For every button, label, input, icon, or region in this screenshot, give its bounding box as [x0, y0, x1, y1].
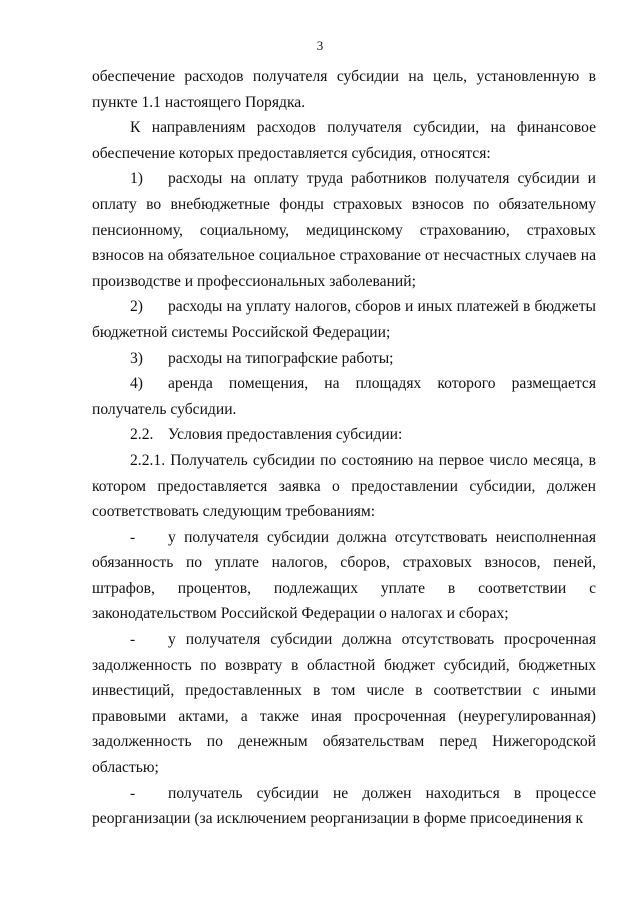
page-number: 3: [316, 38, 324, 53]
dash-marker: -: [130, 631, 136, 649]
list-item-2: [92, 294, 596, 345]
list-marker: 2): [130, 298, 143, 316]
list-marker: 4): [130, 375, 143, 393]
dash-item-text: у получателя субсидии должна отсутствовать просроченная задолженность по возврату в областной бюджет субсидий, бюджетных инвестиций, предоставленных в том числе в соответствии с иными правовыми актами, а также иная просроченная (неурегулированная) задолженность по денежным обязательствам перед Нижегородской областью;: [92, 631, 596, 777]
dash-marker: -: [130, 528, 136, 546]
list-item-text: расходы на уплату налогов, сборов и иных платежей в бюджеты бюджетной системы Российской Федерации;: [92, 298, 596, 341]
section-number: 2.2.: [130, 426, 154, 444]
dash-item-text: получатель субсидии не должен находиться в процессе реорганизации (за исключением реорганизации в форме присоединения к: [92, 784, 596, 828]
list-item-3: [92, 346, 596, 372]
section-2-2: [92, 422, 596, 448]
section-2-2-1: 2.2.1. Получатель субсидии по состоянию на первое число месяца, в котором предоставляется заявка о предоставлении субсидии, должен соответствовать следующим требованиям:: [92, 451, 596, 521]
list-marker: 3): [130, 349, 143, 367]
dash-item-1: [92, 525, 596, 627]
list-item-text: расходы на типографские работы;: [168, 349, 394, 367]
dash-marker: -: [130, 784, 136, 802]
list-item-4: [92, 371, 596, 422]
list-item-1: [92, 166, 596, 294]
dash-item-2: [92, 627, 596, 781]
list-item-text: расходы на оплату труда работников получателя субсидии и оплату во внебюджетные фонды страховых взносов по обязательному пенсионному, социальному, медицинскому страхованию, страховых взносов на обязательное социальное страхование от несчастных случаев на производстве и профессиональных заболеваний;: [92, 170, 596, 290]
list-marker: 1): [130, 170, 143, 188]
dash-item-3: [92, 781, 596, 832]
paragraph-continuation: обеспечение расходов получателя субсидии на цель, установленную в пункте 1.1 настоящего Порядка.: [92, 68, 596, 111]
paragraph-expense-directions: К направлениям расходов получателя субсидии, на финансовое обеспечение которых предоставляется субсидия, относятся:: [92, 119, 596, 162]
dash-item-text: у получателя субсидии должна отсутствовать неисполненная обязанность по уплате налогов, сборов, страховых взносов, пеней, штрафов, процентов, подлежащих уплате в соответствии с законодательством Российской Федерации о налогах и сборах;: [92, 528, 596, 623]
list-item-text: аренда помещения, на площадях которого размещается получатель субсидии.: [92, 375, 596, 418]
section-heading: Условия предоставления субсидии:: [168, 426, 403, 444]
document-body: [92, 64, 596, 832]
